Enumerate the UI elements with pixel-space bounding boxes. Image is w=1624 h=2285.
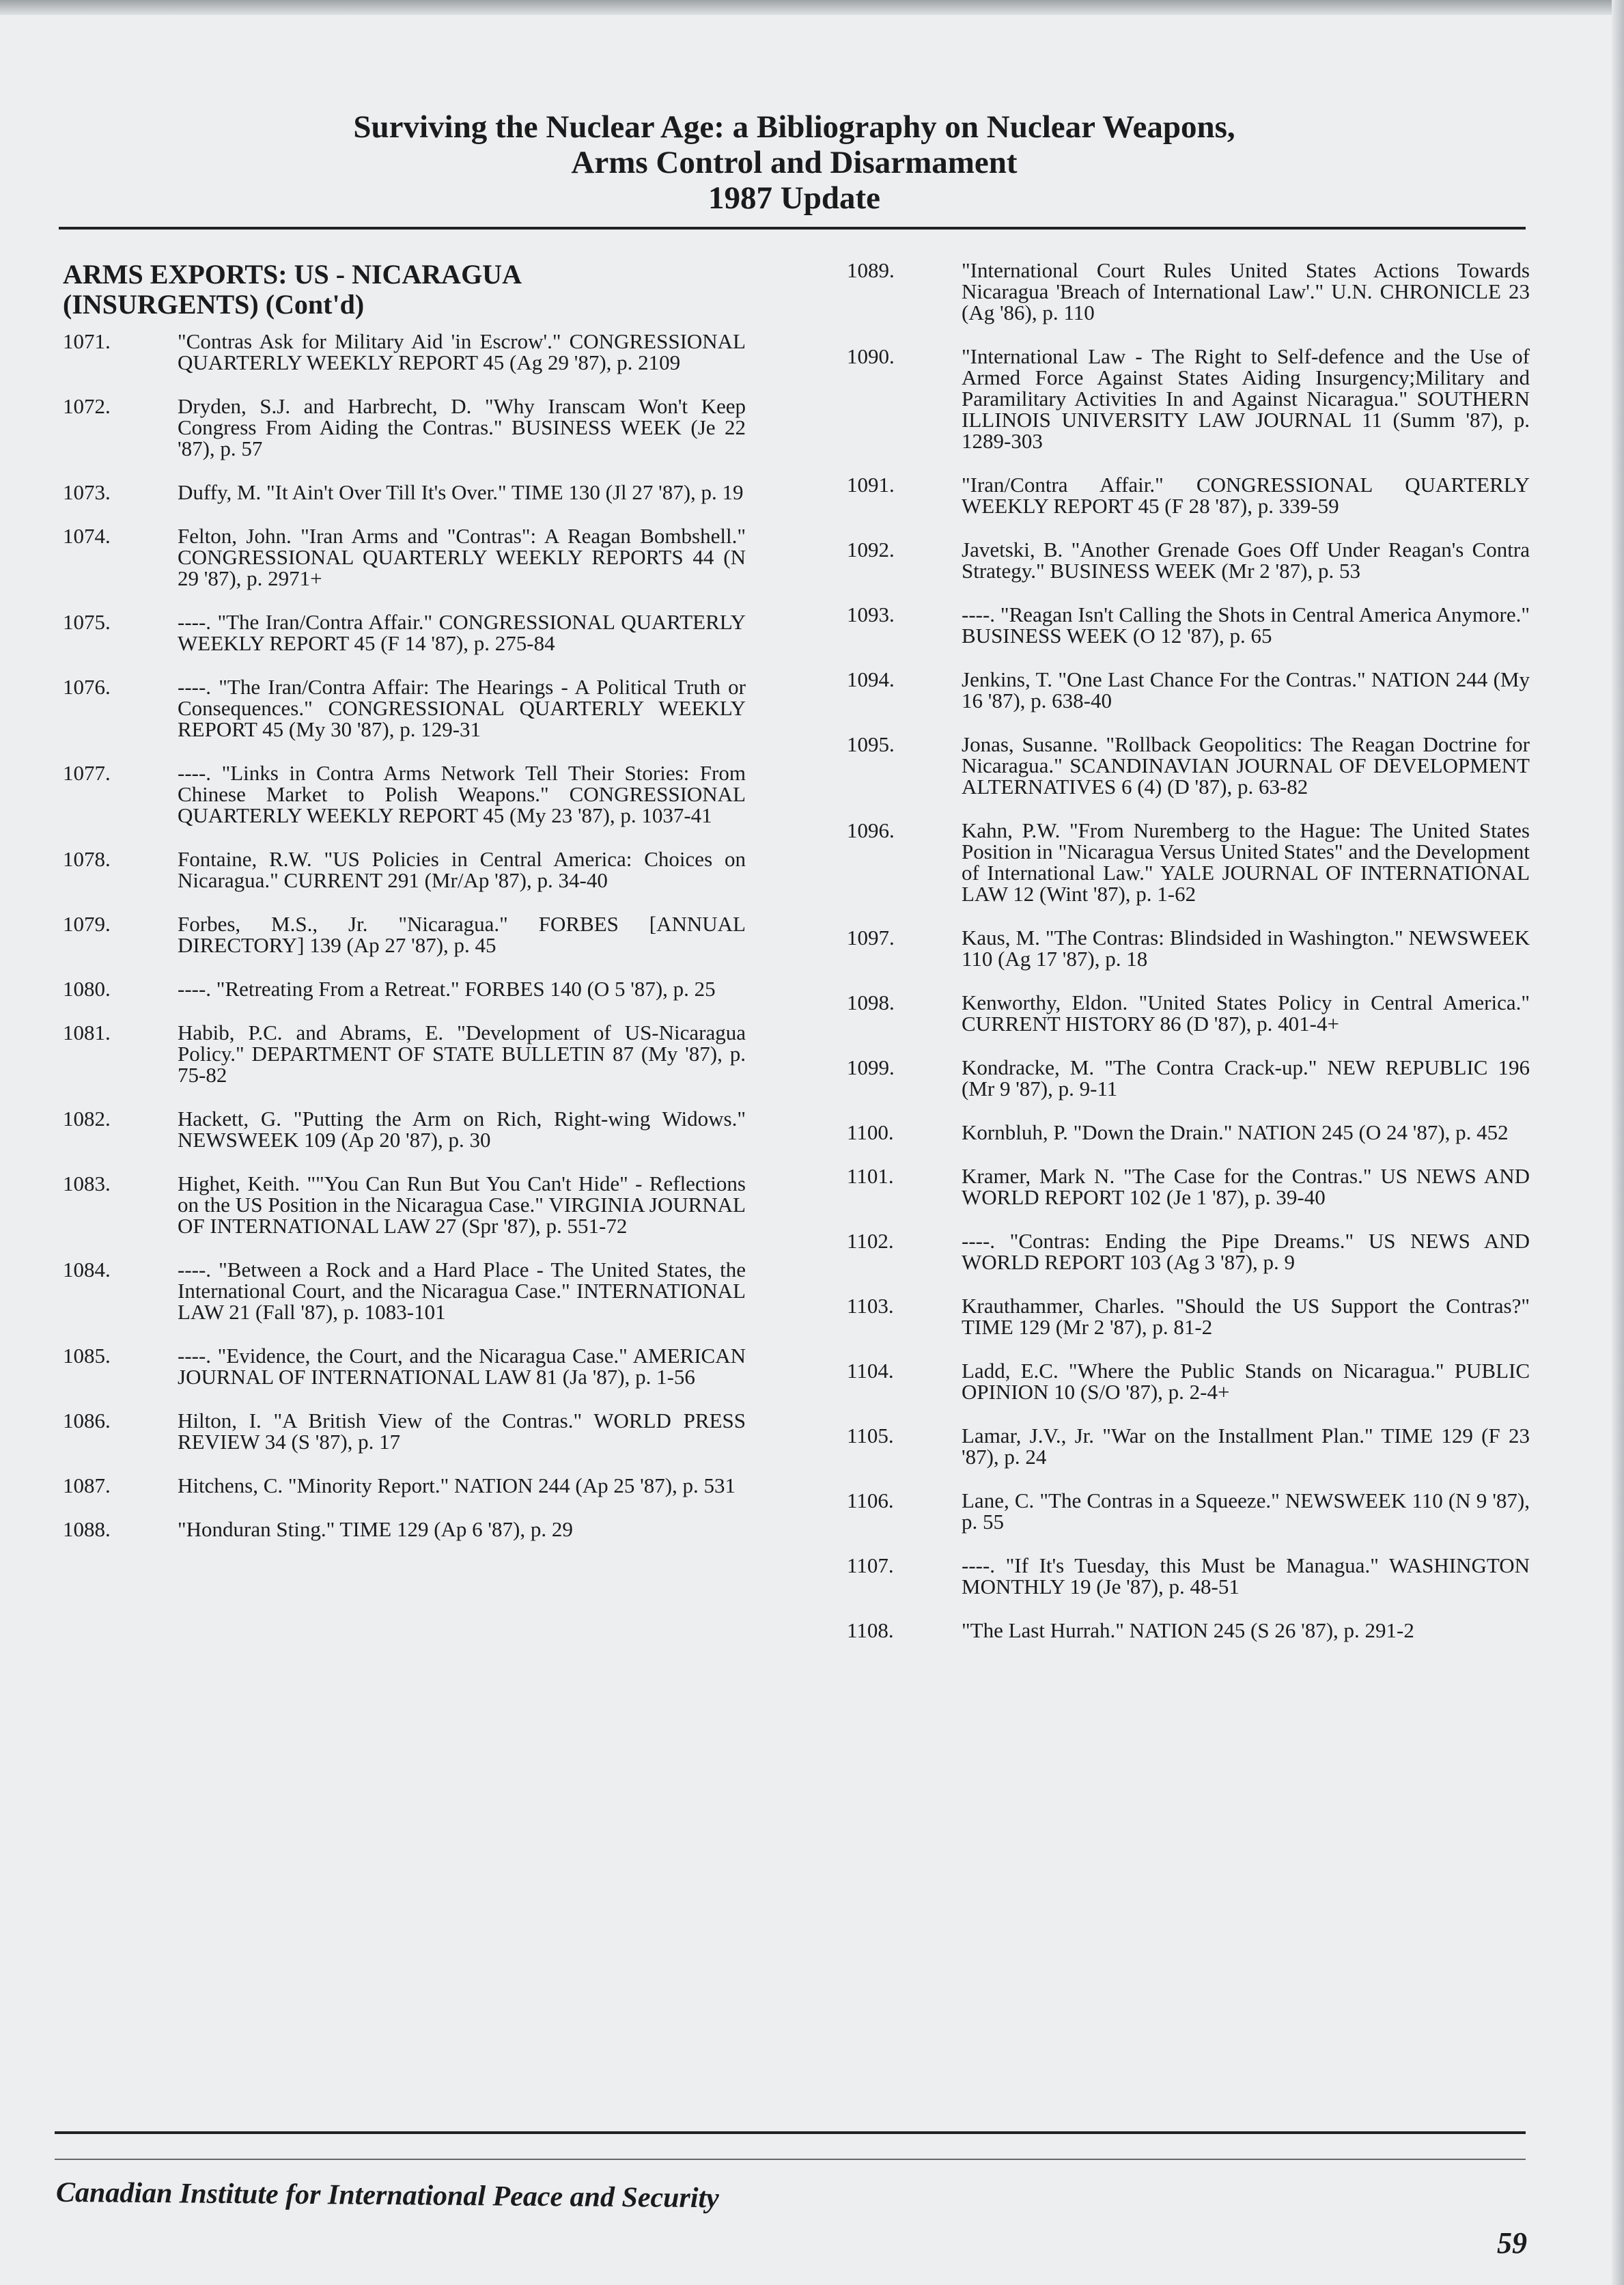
- entry-citation: "International Court Rules United States Actions Towards Nicaragua 'Breach of International Law'." U.N. CHRONICLE 23 (Ag '86), p. 110: [962, 258, 1530, 324]
- entry-number: 1083.: [63, 1172, 111, 1195]
- entry-number: 1082.: [63, 1107, 111, 1131]
- entry-number: 1093.: [847, 603, 895, 626]
- bibliography-entry: [847, 820, 1530, 904]
- bibliography-entry: [847, 474, 1530, 516]
- bibliography-entry: [63, 331, 746, 373]
- entry-citation: Kramer, Mark N. "The Case for the Contras." US NEWS AND WORLD REPORT 102 (Je 1 '87), p. 39-40: [962, 1164, 1530, 1209]
- left-column: [63, 260, 746, 1562]
- bibliography-entry: [63, 1108, 746, 1150]
- entry-number: 1091.: [847, 473, 895, 497]
- entry-citation: Jenkins, T. "One Last Chance For the Contras." NATION 244 (My 16 '87), p. 638-40: [962, 667, 1530, 712]
- bibliography-entry: [847, 1295, 1530, 1338]
- page-title: [61, 109, 1527, 216]
- entry-citation: "The Last Hurrah." NATION 245 (S 26 '87), p. 291-2: [962, 1618, 1414, 1642]
- entry-number: 1105.: [847, 1424, 894, 1448]
- entry-citation: ----. "If It's Tuesday, this Must be Managua." WASHINGTON MONTHLY 19 (Je '87), p. 48-51: [962, 1553, 1530, 1598]
- bibliography-entry: [63, 396, 746, 459]
- bibliography-entry: [63, 762, 746, 826]
- entry-citation: ----. "Reagan Isn't Calling the Shots in Central America Anymore." BUSINESS WEEK (O 12 '87), p. 65: [962, 603, 1530, 648]
- entry-number: 1102.: [847, 1229, 894, 1253]
- header-rule: [59, 227, 1526, 230]
- bibliography-entry: [847, 1230, 1530, 1273]
- right-column: [847, 260, 1530, 1663]
- bibliography-entry: [847, 669, 1530, 711]
- bibliography-entry: [847, 1057, 1530, 1099]
- entry-number: 1104.: [847, 1359, 894, 1383]
- entry-number: 1074.: [63, 524, 111, 548]
- entry-citation: Kondracke, M. "The Contra Crack-up." NEW REPUBLIC 196 (Mr 9 '87), p. 9-11: [962, 1055, 1530, 1100]
- bibliography-entry: [63, 482, 746, 503]
- entry-number: 1101.: [847, 1164, 894, 1188]
- entry-number: 1089.: [847, 258, 895, 282]
- entry-number: 1084.: [63, 1258, 111, 1282]
- entry-number: 1073.: [63, 480, 111, 504]
- entry-number: 1071.: [63, 329, 111, 353]
- entry-number: 1077.: [63, 761, 111, 785]
- entry-number: 1081.: [63, 1021, 111, 1044]
- entry-citation: Kornbluh, P. "Down the Drain." NATION 245 (O 24 '87), p. 452: [962, 1120, 1509, 1144]
- entry-citation: ----. "The Iran/Contra Affair." CONGRESSIONAL QUARTERLY WEEKLY REPORT 45 (F 14 '87), p. 275-84: [178, 610, 746, 655]
- entry-citation: Lane, C. "The Contras in a Squeeze." NEWSWEEK 110 (N 9 '87), p. 55: [962, 1488, 1530, 1534]
- entry-number: 1107.: [847, 1553, 894, 1577]
- entry-citation: ----. "Retreating From a Retreat." FORBES 140 (O 5 '87), p. 25: [178, 977, 716, 1001]
- bibliography-entry: [63, 676, 746, 740]
- entry-number: 1106.: [847, 1488, 894, 1512]
- bibliography-entry: [63, 978, 746, 999]
- entry-number: 1097.: [847, 926, 895, 950]
- entry-citation: "Iran/Contra Affair." CONGRESSIONAL QUARTERLY WEEKLY REPORT 45 (F 28 '87), p. 339-59: [962, 473, 1530, 518]
- entry-number: 1090.: [847, 344, 895, 368]
- entry-citation: Javetski, B. "Another Grenade Goes Off Under Reagan's Contra Strategy." BUSINESS WEEK (Mr 2 '87), p. 53: [962, 538, 1530, 583]
- entry-number: 1086.: [63, 1409, 111, 1432]
- entry-citation: Krauthammer, Charles. "Should the US Support the Contras?" TIME 129 (Mr 2 '87), p. 81-2: [962, 1294, 1530, 1339]
- bibliography-entry: [63, 1345, 746, 1387]
- entry-citation: ----. "Contras: Ending the Pipe Dreams." US NEWS AND WORLD REPORT 103 (Ag 3 '87), p. 9: [962, 1229, 1530, 1274]
- bibliography-entry: [63, 611, 746, 654]
- entry-number: 1108.: [847, 1618, 894, 1642]
- entry-citation: Ladd, E.C. "Where the Public Stands on Nicaragua." PUBLIC OPINION 10 (S/O '87), p. 2-4+: [962, 1359, 1530, 1404]
- scan-right-edge: [1612, 0, 1624, 2285]
- entry-citation: Hackett, G. "Putting the Arm on Rich, Right-wing Widows." NEWSWEEK 109 (Ap 20 '87), p. 30: [178, 1107, 746, 1152]
- entry-number: 1099.: [847, 1055, 895, 1079]
- bibliography-entry: [847, 1490, 1530, 1532]
- bibliography-entry: [847, 1122, 1530, 1143]
- bibliography-entry: [63, 913, 746, 956]
- entry-citation: Kaus, M. "The Contras: Blindsided in Washington." NEWSWEEK 110 (Ag 17 '87), p. 18: [962, 926, 1530, 971]
- bibliography-entry: [63, 1410, 746, 1452]
- entry-citation: ----. "Links in Contra Arms Network Tell Their Stories: From Chinese Market to Polish Weapons." CONGRESSIONAL QUARTERLY WEEKLY REPORT 45 (My 23 '87), p. 1037-41: [178, 761, 746, 827]
- title-line-1: Surviving the Nuclear Age: a Bibliography on Nuclear Weapons,: [353, 109, 1235, 145]
- entry-number: 1076.: [63, 675, 111, 699]
- entry-number: 1100.: [847, 1120, 894, 1144]
- bibliography-entry: [847, 604, 1530, 646]
- entry-citation: ----. "Evidence, the Court, and the Nicaragua Case." AMERICAN JOURNAL OF INTERNATIONAL LAW 81 (Ja '87), p. 1-56: [178, 1344, 746, 1389]
- section-heading: [63, 260, 746, 320]
- entry-citation: Lamar, J.V., Jr. "War on the Installment Plan." TIME 129 (F 23 '87), p. 24: [962, 1424, 1530, 1469]
- bibliography-entry: [847, 734, 1530, 797]
- entry-number: 1088.: [63, 1517, 111, 1541]
- entry-number: 1103.: [847, 1294, 894, 1318]
- footer-institute: Canadian Institute for International Peace and Security: [55, 2176, 719, 2215]
- entry-citation: Dryden, S.J. and Harbrecht, D. "Why Iranscam Won't Keep Congress From Aiding the Contras." BUSINESS WEEK (Je 22 '87), p. 57: [178, 394, 746, 460]
- entry-citation: ----. "The Iran/Contra Affair: The Hearings - A Political Truth or Consequences." CONGRESSIONAL QUARTERLY WEEKLY REPORT 45 (My 30 '87), p. 129-31: [178, 675, 746, 741]
- entry-citation: Fontaine, R.W. "US Policies in Central America: Choices on Nicaragua." CURRENT 291 (Mr/Ap '87), p. 34-40: [178, 847, 746, 892]
- entry-number: 1075.: [63, 610, 111, 634]
- entry-number: 1096.: [847, 818, 895, 842]
- bibliography-entry: [847, 539, 1530, 581]
- bibliography-entry: [847, 1360, 1530, 1402]
- bibliography-entry: [847, 992, 1530, 1034]
- entry-citation: "International Law - The Right to Self-defence and the Use of Armed Force Against States Aiding Insurgency;Military and Paramilitary Activities In and Against Nicaragua." SOUTHERN ILLINOIS UNIVERSITY LAW JOURNAL 11 (Summ '87), p. 1289-303: [962, 344, 1530, 453]
- bibliography-entry: [847, 1620, 1530, 1641]
- entry-number: 1085.: [63, 1344, 111, 1368]
- entry-number: 1087.: [63, 1473, 111, 1497]
- section-heading-line-1: ARMS EXPORTS: US - NICARAGUA: [63, 259, 522, 290]
- entry-number: 1098.: [847, 991, 895, 1014]
- bibliography-entry: [847, 346, 1530, 452]
- entry-citation: Habib, P.C. and Abrams, E. "Development of US-Nicaragua Policy." DEPARTMENT OF STATE BULLETIN 87 (My '87), p. 75-82: [178, 1021, 746, 1087]
- entry-citation: "Contras Ask for Military Aid 'in Escrow'." CONGRESSIONAL QUARTERLY WEEKLY REPORT 45 (Ag 29 '87), p. 2109: [178, 329, 746, 374]
- bibliography-entry: [847, 1555, 1530, 1597]
- entry-number: 1095.: [847, 732, 895, 756]
- entry-citation: "Honduran Sting." TIME 129 (Ap 6 '87), p. 29: [178, 1517, 573, 1541]
- entry-citation: Hitchens, C. "Minority Report." NATION 244 (Ap 25 '87), p. 531: [178, 1473, 736, 1497]
- bibliography-entry: [847, 1425, 1530, 1467]
- entry-citation: ----. "Between a Rock and a Hard Place - The United States, the International Court, and the Nicaragua Case." INTERNATIONAL LAW 21 (Fall '87), p. 1083-101: [178, 1258, 746, 1324]
- bibliography-entry: [63, 1259, 746, 1322]
- page-number: 59: [1497, 2226, 1527, 2260]
- entry-citation: Forbes, M.S., Jr. "Nicaragua." FORBES [ANNUAL DIRECTORY] 139 (Ap 27 '87), p. 45: [178, 912, 746, 957]
- entry-citation: Felton, John. "Iran Arms and "Contras": A Reagan Bombshell." CONGRESSIONAL QUARTERLY WEEKLY REPORTS 44 (N 29 '87), p. 2971+: [178, 524, 746, 590]
- bibliography-entry: [847, 260, 1530, 323]
- entry-number: 1072.: [63, 394, 111, 418]
- entry-number: 1094.: [847, 667, 895, 691]
- entry-citation: Kahn, P.W. "From Nuremberg to the Hague: The United States Position in "Nicaragua Versus United States" and the Development of International Law." YALE JOURNAL OF INTERNATIONAL LAW 12 (Wint '87), p. 1-62: [962, 818, 1530, 906]
- scan-top-edge: [0, 0, 1624, 15]
- entry-number: 1078.: [63, 847, 111, 871]
- entry-number: 1080.: [63, 977, 111, 1001]
- bibliography-entry: [63, 848, 746, 891]
- title-line-3: 1987 Update: [708, 180, 880, 216]
- entry-citation: Kenworthy, Eldon. "United States Policy in Central America." CURRENT HISTORY 86 (D '87), p. 401-4+: [962, 991, 1530, 1036]
- bibliography-entry: [847, 1165, 1530, 1208]
- entry-citation: Highet, Keith. ""You Can Run But You Can't Hide" - Reflections on the US Position in the Nicaragua Case." VIRGINIA JOURNAL OF INTERNATIONAL LAW 27 (Spr '87), p. 551-72: [178, 1172, 746, 1238]
- section-heading-line-2: (INSURGENTS) (Cont'd): [63, 289, 365, 320]
- footer-rule-thin: [55, 2159, 1526, 2160]
- bibliography-entry: [63, 525, 746, 589]
- bibliography-entry: [63, 1173, 746, 1236]
- bibliography-entry: [63, 1022, 746, 1085]
- entry-citation: Jonas, Susanne. "Rollback Geopolitics: The Reagan Doctrine for Nicaragua." SCANDINAVIAN JOURNAL OF DEVELOPMENT ALTERNATIVES 6 (4) (D '87), p. 63-82: [962, 732, 1530, 799]
- entry-citation: Hilton, I. "A British View of the Contras." WORLD PRESS REVIEW 34 (S '87), p. 17: [178, 1409, 746, 1454]
- entry-number: 1092.: [847, 538, 895, 562]
- footer-rule: [55, 2131, 1526, 2134]
- entry-number: 1079.: [63, 912, 111, 936]
- bibliography-entry: [847, 927, 1530, 969]
- title-line-2: Arms Control and Disarmament: [571, 145, 1018, 180]
- entry-citation: Duffy, M. "It Ain't Over Till It's Over." TIME 130 (Jl 27 '87), p. 19: [178, 480, 744, 504]
- bibliography-entry: [63, 1475, 746, 1496]
- bibliography-entry: [63, 1519, 746, 1540]
